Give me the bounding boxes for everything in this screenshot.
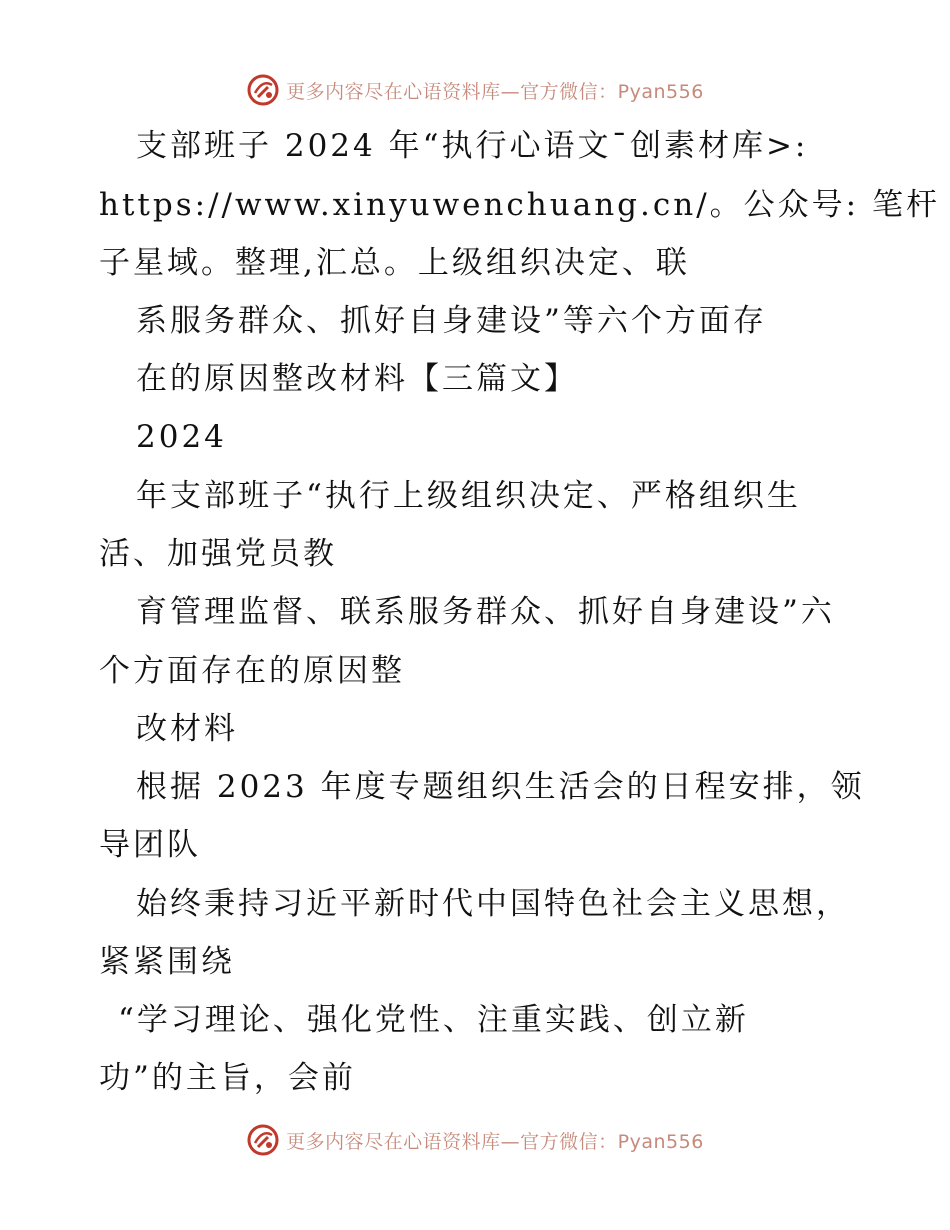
body-line: 育管理监督、联系服务群众、抓好自身建设”六	[136, 594, 835, 630]
body-line: 年支部班子“执行上级组织决定、严格组织生	[136, 478, 801, 514]
body-line: 2024	[136, 419, 227, 455]
body-line: “学习理论、强化党性、注重实践、创立新	[118, 1002, 749, 1038]
body-line: 在的原因整改材料【三篇文】	[136, 361, 578, 397]
body-line: 紧紧围绕	[99, 944, 235, 980]
footer-banner-text: 更多内容尽在心语资料库—官方微信：Pyan556	[286, 1130, 704, 1153]
body-line: https://www.xinyuwenchuang.cn/。公众号: 笔杆	[99, 187, 940, 223]
body-line: 活、加强党员教	[99, 536, 337, 572]
body-line: 始终秉持习近平新时代中国特色社会主义思想，	[136, 886, 850, 922]
body-line: 改材料	[136, 711, 238, 747]
body-line: 根据 2023 年度专题组织生活会的日程安排，领	[136, 769, 865, 805]
body-line: 支部班子 2024 年“执行心语文¯创素材库>:	[136, 128, 809, 164]
body-line: 功”的主旨，会前	[99, 1060, 356, 1096]
footer-banner-content	[246, 1123, 704, 1157]
body-line: 系服务群众、抓好自身建设”等六个方面存	[136, 303, 767, 339]
header-banner-text: 更多内容尽在心语资料库—官方微信：Pyan556	[286, 80, 704, 103]
body-line: 导团队	[99, 827, 201, 863]
seal-logo-icon	[246, 1123, 280, 1157]
footer-banner	[0, 1120, 950, 1160]
body-line: 子星域。整理,汇总。上级组织决定、联	[99, 245, 690, 281]
body-line: 个方面存在的原因整	[99, 653, 405, 689]
